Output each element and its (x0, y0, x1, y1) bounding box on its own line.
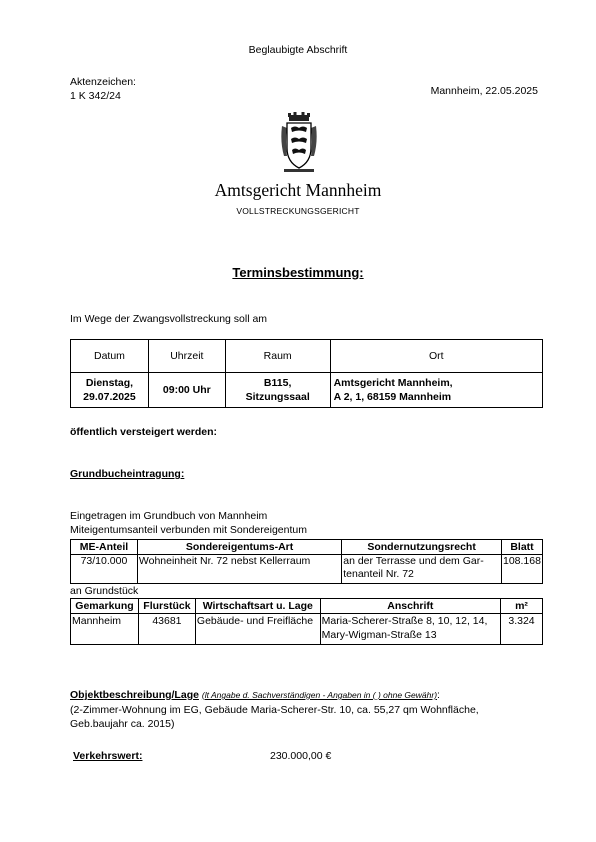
case-number: 1 K 342/24 (70, 90, 121, 102)
header-datum: Datum (71, 340, 149, 373)
usage-right-line: an der Terrasse und dem Gar- (343, 555, 484, 567)
district-cell: Mannheim (71, 614, 139, 645)
address-line: Maria-Scherer-Straße 8, 10, 12, 14, (321, 615, 488, 627)
date-cell (71, 373, 149, 408)
header-area: m² (501, 599, 543, 614)
co-ownership-row (71, 555, 543, 584)
market-value: 230.000,00 € (270, 750, 332, 762)
area-cell: 3.324 (501, 614, 543, 645)
co-ownership-header-row (71, 540, 543, 555)
header-anschrift: Anschrift (320, 599, 500, 614)
certified-copy-note: Beglaubigte Abschrift (248, 44, 348, 56)
header-ort: Ort (330, 340, 542, 373)
usage-right-line: tenanteil Nr. 72 (343, 568, 414, 580)
header-flurstueck: Flurstück (138, 599, 195, 614)
header-gemarkung: Gemarkung (71, 599, 139, 614)
time-cell: 09:00 Uhr (148, 373, 225, 408)
object-description-heading: Objektbeschreibung/Lage (70, 689, 199, 701)
location-address: A 2, 1, 68159 Mannheim (333, 391, 452, 403)
co-ownership-line: Miteigentumsanteil verbunden mit Sondereigentum (70, 524, 307, 536)
weekday: Dienstag, (85, 377, 134, 389)
header-me-anteil: ME-Anteil (71, 540, 138, 555)
usage-right-cell (342, 555, 502, 584)
object-description-line: (2-Zimmer-Wohnung im EG, Gebäude Maria-Scherer-Str. 10, ca. 55,27 qm Wohnfläche, (70, 704, 479, 716)
object-description-heading-line (70, 689, 440, 701)
address-line: Mary-Wigman-Straße 13 (321, 629, 437, 641)
market-value-label: Verkehrswert: (73, 750, 143, 762)
room-number: B115, (263, 377, 292, 389)
plot-table (70, 598, 543, 645)
date: 29.07.2025 (83, 391, 136, 403)
land-use-cell: Gebäude- und Freifläche (195, 614, 320, 645)
case-number-label: Aktenzeichen: (70, 76, 136, 88)
auction-statement: öffentlich versteigert werden: (70, 426, 218, 438)
land-register-line: Eingetragen im Grundbuch von Mannheim (70, 510, 268, 522)
object-description-line: Geb.baujahr ca. 2015) (70, 718, 175, 730)
header-sondernutzungsrecht: Sondernutzungsrecht (342, 540, 502, 555)
schedule-row (71, 373, 543, 408)
room-name: Sitzungssaal (245, 391, 310, 403)
document-title: Terminsbestimmung: (232, 265, 364, 280)
address-cell (320, 614, 500, 645)
room-cell (225, 373, 330, 408)
heading-colon: : (437, 689, 440, 701)
plot-row (71, 614, 543, 645)
unit-type-cell: Wohneinheit Nr. 72 nebst Kellerraum (137, 555, 341, 584)
object-description-note: (lt Angabe d. Sachverständigen - Angaben in ( ) ohne Gewähr) (201, 690, 438, 700)
header-uhrzeit: Uhrzeit (148, 340, 225, 373)
place-date: Mannheim, 22.05.2025 (430, 85, 538, 97)
court-name: Amtsgericht Mannheim (214, 180, 382, 200)
header-raum: Raum (225, 340, 330, 373)
share-cell: 73/10.000 (71, 555, 138, 584)
land-register-heading: Grundbucheintragung: (70, 468, 185, 480)
plot-header-row (71, 599, 543, 614)
location-cell (330, 373, 542, 408)
parcel-cell: 43681 (138, 614, 195, 645)
co-ownership-table (70, 539, 543, 584)
location-name: Amtsgericht Mannheim, (333, 377, 453, 389)
header-wirtschaftsart: Wirtschaftsart u. Lage (195, 599, 320, 614)
header-blatt: Blatt (501, 540, 542, 555)
header-sondereigentum: Sondereigentums-Art (137, 540, 341, 555)
schedule-header-row (71, 340, 543, 373)
schedule-table (70, 339, 543, 408)
baden-wuerttemberg-coat-of-arms-icon (280, 112, 318, 174)
plot-label: an Grundstück (70, 585, 139, 597)
intro-text: Im Wege der Zwangsvollstreckung soll am (70, 313, 268, 325)
sheet-cell: 108.168 (501, 555, 542, 584)
court-department: VOLLSTRECKUNGSGERICHT (236, 206, 360, 216)
